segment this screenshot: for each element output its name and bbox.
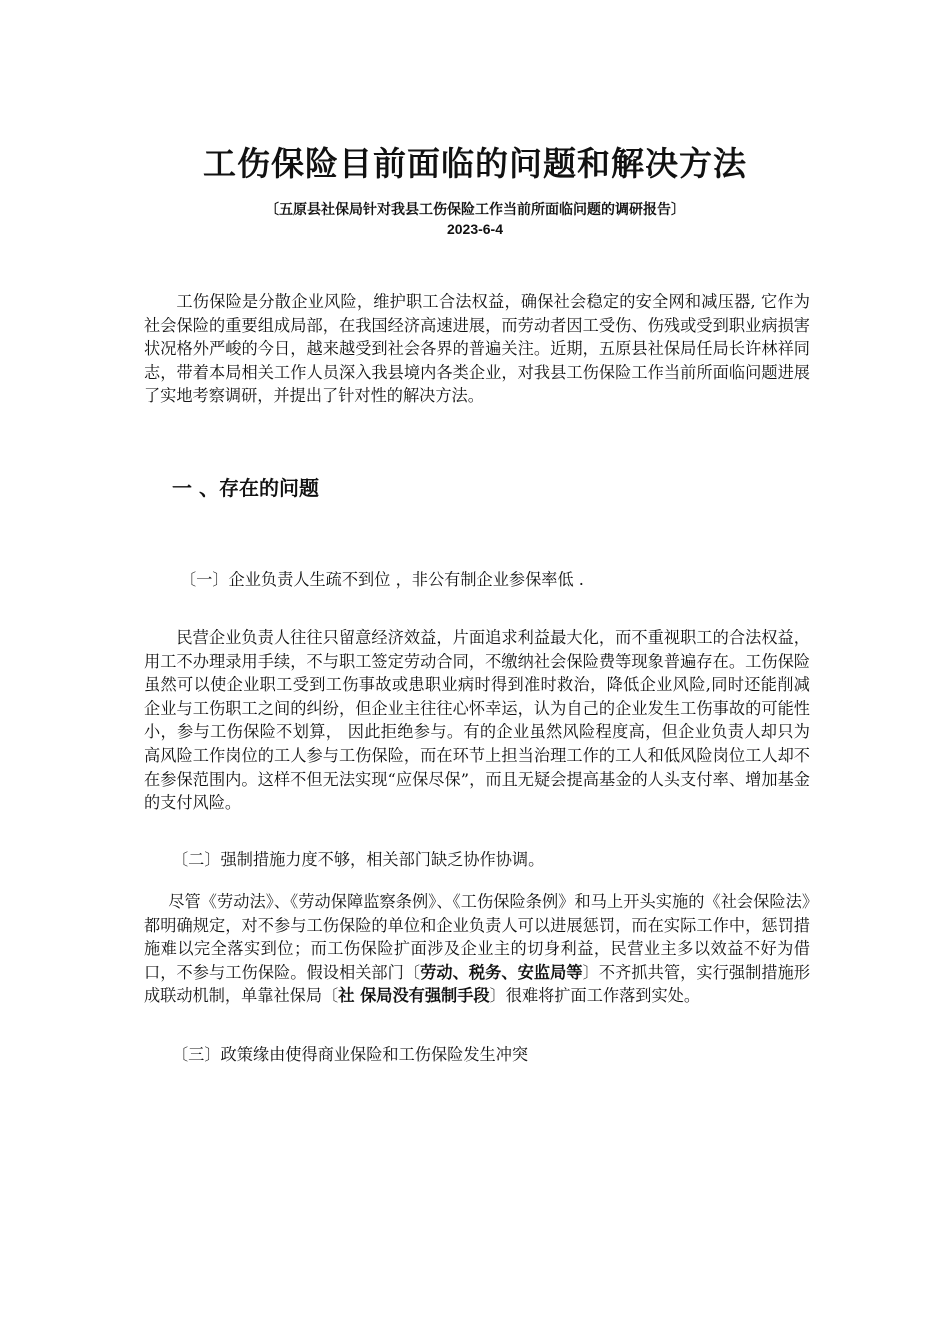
body-2-text-b: 〕不齐抓共管，实行强制措施形成联动机制，单靠社保局〔 <box>144 962 811 1006</box>
subsection-heading-1: 〔一〕企业负责人生疏不到位 ，非公有制企业参保率低 . <box>180 570 584 589</box>
subsection-heading-2: 〔二〕强制措施力度不够，相关部门缺乏协作协调。 <box>172 850 545 869</box>
body-2-text-a: 尽管《劳动法》、《劳动保障监察条例》、《工伤保险条例》和马上开头实施的《社会保险法》都明确规定，对不参与工伤保险的单位和企业负责人可以进展惩罚，而在实际工作中，惩罚措施难以完全落实到位；而工伤保险扩面涉及企业主的切身利益，民营业主多以效益不好为借口，不参与工伤保险。假设相关部门〔 <box>144 892 810 982</box>
body-2-text-c: 〕很难将扩面工作落到实处。 <box>489 986 701 1006</box>
document-subtitle: 〔五原县社保局针对我县工伤保险工作当前所面临问题的调研报告〕 <box>265 202 685 218</box>
subsection-body-1: 民营企业负责人往往只留意经济效益，片面追求利益最大化，而不重视职工的合法权益，用工不办理录用手续，不与职工签定劳动合同，不缴纳社会保险费等现象普遍存在。工伤保险虽然可以使企业职工受到工伤事故或患职业病时得到准时救治，降低企业风险,同时还能削减企业与工伤职工之间的纠纷，但企业主往往心怀幸运，认为自己的企业发生工伤事故的可能性小，参与工伤保险不划算， 因此拒绝参与。有的企业虽然风险程度高，但企业负责人却只为高风险工作岗位的工人参与工伤保险，而在环节上担当治理工作的工人和低风险岗位工人却不在参保范围内。这样不但无法实现“应保尽保”，而且无疑会提高基金的人头支付率、增加基金的支付风险。 <box>144 628 810 813</box>
document-title: 工伤保险目前面临的问题和解决方法 <box>203 144 747 183</box>
document-date: 2023-6-4 <box>446 221 504 237</box>
subsection-body-2 <box>144 890 810 1008</box>
body-2-bold-no-means: 社 保局没有强制手段 <box>338 986 490 1006</box>
body-2-bold-departments: 劳动、税务、安监局等 <box>420 962 583 982</box>
intro-paragraph: 工伤保险是分散企业风险，维护职工合法权益，确保社会稳定的安全网和减压器, 它作为社会保险的重要组成局部，在我国经济高速进展，而劳动者因工受伤、伤残或受到职业病损害状况格外严峻的今日，越来越受到社会各界的普遍关注。近期，五原县社保局任局长许林祥同志，带着本局相关工作人员深入我县境内各类企业，对我县工伤保险工作当前所面临问题进展了实地考察调研，并提出了针对性的解决方法。 <box>144 292 810 406</box>
section-heading-problems: 一 、存在的问题 <box>172 476 319 500</box>
subsection-heading-3: 〔三〕政策缘由使得商业保险和工伤保险发生冲突 <box>172 1045 529 1064</box>
